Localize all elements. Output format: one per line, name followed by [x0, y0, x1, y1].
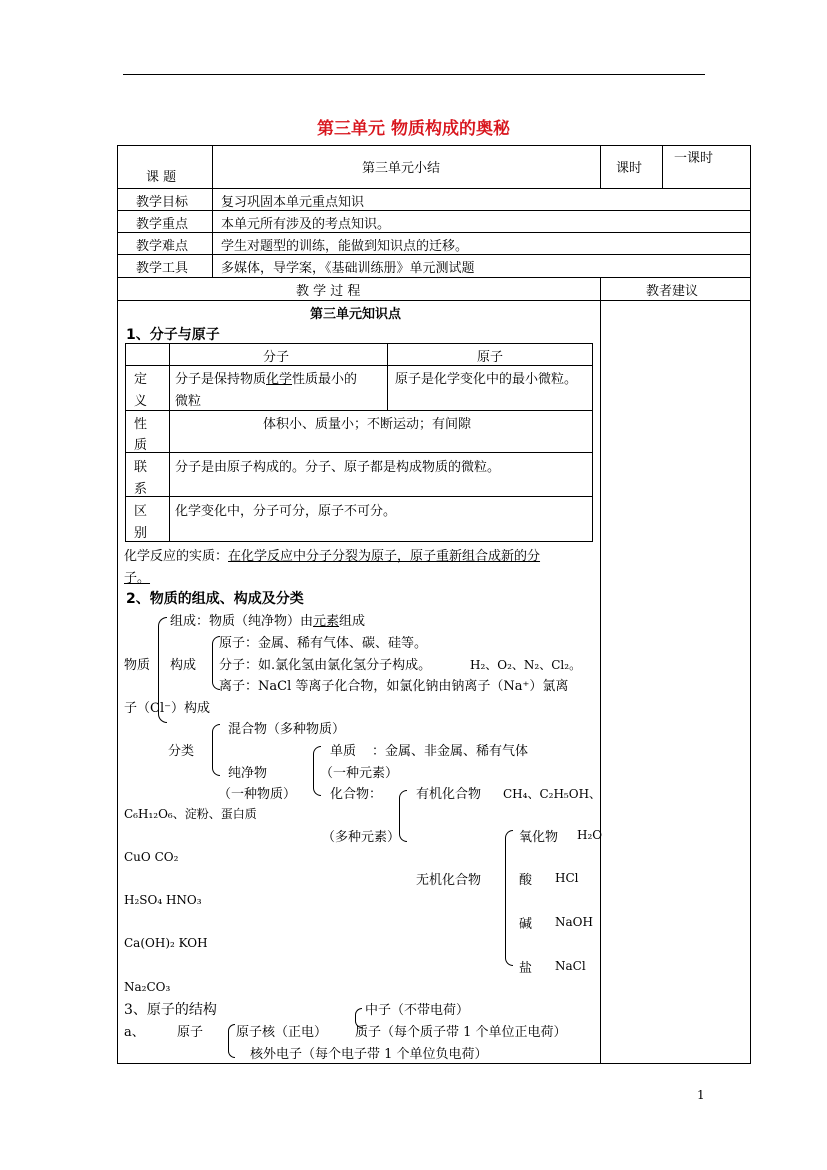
s3-title: 3、原子的结构: [124, 1002, 217, 1018]
info-label-goal: 教学目标: [136, 195, 189, 210]
inorganic: 无机化合物: [416, 873, 482, 888]
oxide-ex: H₂O: [577, 828, 603, 842]
pure-note: （一种物质）: [218, 787, 297, 802]
reaction-line1: [124, 545, 540, 564]
zucheng-element: 元素: [313, 614, 340, 629]
table-rule: [117, 300, 751, 301]
salt: 盐: [519, 961, 533, 976]
def-molecule-a: 分子是保持物质: [175, 372, 267, 387]
table-rule: [125, 410, 593, 411]
organic-examples: CH₄、C₂H₅OH、: [503, 787, 602, 801]
element-note: （一种元素）: [320, 766, 399, 781]
def-molecule-b: 性质最小的: [292, 372, 358, 387]
table-border-left: [117, 145, 118, 1064]
table-rule: [125, 365, 593, 366]
fenlei-label: 分类: [168, 744, 195, 759]
def-molecule-line2: 微粒: [175, 394, 202, 409]
prop-label-1: 性: [134, 417, 148, 432]
proton: 质子（每个质子带 1 个单位正电荷）: [355, 1025, 567, 1040]
table-rule: [117, 277, 751, 278]
def-label-2: 义: [134, 394, 148, 409]
period-value: 一课时: [674, 151, 714, 166]
def-label: [134, 368, 147, 387]
electron: 核外电子（每个电子带 1 个单位负电荷）: [250, 1047, 488, 1062]
element-sub: 单质: [330, 744, 357, 759]
reaction-prefix: 化学反应的实质：: [124, 549, 229, 564]
acid-ex2: H₂SO₄ HNO₃: [124, 893, 202, 907]
advice-label: 教者建议: [646, 284, 699, 299]
def-atom: 原子是化学变化中的最小微粒。: [395, 372, 578, 387]
s3-a: a、: [124, 1025, 145, 1040]
table-rule: [662, 145, 663, 188]
atom-line: 原子：金属、稀有气体、碳、硅等。: [219, 636, 428, 651]
salt-ex2: Na₂CO₃: [124, 980, 171, 994]
compound-note: （多种元素）: [322, 830, 401, 845]
element-sub-desc: ：金属、非金属、稀有气体: [372, 744, 529, 759]
neutron: 中子（不带电荷）: [365, 1003, 470, 1018]
table-rule: [125, 541, 593, 542]
s2-title: 2、物质的组成、构成及分类: [126, 591, 304, 607]
col-atom: 原子: [477, 350, 504, 365]
info-value-difficulty: 学生对题型的训练，能做到知识点的迁移。: [221, 239, 469, 254]
zucheng-line: [170, 610, 365, 629]
table-rule: [212, 145, 213, 277]
header-rule: [123, 74, 705, 75]
table-rule: [387, 343, 388, 411]
brace-fenlei: [212, 724, 220, 776]
table-rule: [125, 343, 593, 344]
prop-label-2: 质: [134, 438, 148, 453]
molecule-formula: H₂、O₂、N₂、Cl₂。: [470, 658, 582, 672]
table-rule: [592, 343, 593, 542]
brace-compound: [399, 790, 407, 842]
subject-label: 课 题: [146, 170, 177, 185]
prop-value: 体积小、质量小；不断运动；有间隙: [263, 417, 472, 432]
page-number: 1: [697, 1088, 705, 1102]
def-molecule-underline: 化学: [266, 372, 293, 387]
oxide-ex2: CuO CO₂: [124, 850, 179, 864]
table-border-bottom: [117, 1063, 751, 1064]
def-molecule: [175, 368, 357, 387]
reaction-text: 在化学反应中分子分裂为原子，原子重新组合成新的分: [228, 549, 541, 564]
table-border-right: [750, 145, 751, 1064]
brace-atom: [228, 1024, 235, 1058]
salt-ex: NaCl: [555, 959, 586, 973]
brace-inorganic: [505, 830, 513, 966]
info-label-difficulty: 教学难点: [136, 239, 189, 254]
mixture: 混合物（多种物质）: [228, 722, 346, 737]
table-rule: [169, 343, 170, 542]
diff-label-2: 别: [134, 526, 148, 541]
table-rule: [125, 343, 126, 542]
pure: 纯净物: [228, 766, 268, 781]
ion-line: 离子：NaCl 等离子化合物，如氯化钠由钠离子（Na⁺）氯离: [219, 679, 569, 694]
base: 碱: [519, 917, 533, 932]
info-value-goal: 复习巩固本单元重点知识: [221, 195, 365, 210]
oxide: 氧化物: [519, 830, 559, 845]
nucleus: 原子核（正电）: [236, 1025, 328, 1040]
document-title: 第三单元 物质构成的奥秘: [317, 119, 510, 139]
s3-atom: 原子: [177, 1025, 204, 1040]
goucheng-label: 构成: [170, 658, 197, 673]
info-value-tools: 多媒体，导学案，《基础训练册》单元测试题: [221, 261, 475, 276]
diff-value: 化学变化中，分子可分，原子不可分。: [175, 504, 397, 519]
period-label: 课时: [616, 161, 643, 176]
wuzhi-label: 物质: [124, 658, 151, 673]
ion-line2: 子（Cl⁻）构成: [124, 701, 210, 716]
zucheng-text: 组成：物质（纯净物）由: [170, 614, 314, 629]
subject-value: 第三单元小结: [362, 161, 441, 176]
rel-value: 分子是由原子构成的。分子、原子都是构成物质的微粒。: [175, 460, 501, 475]
info-value-focus: 本单元所有涉及的考点知识。: [221, 217, 391, 232]
table-rule: [600, 277, 601, 1064]
def-label-1: 定: [134, 372, 148, 387]
diff-label-1: 区: [134, 504, 148, 519]
table-rule: [600, 145, 601, 188]
section-title: 第三单元知识点: [310, 307, 402, 322]
compound: 化合物：: [330, 787, 383, 802]
base-ex2: Ca(OH)₂ KOH: [124, 936, 208, 950]
molecule-line: 分子：如.氯化氢由氯化氢分子构成。: [219, 658, 432, 673]
organic-examples2: C₆H₁₂O₆、淀粉、蛋白质: [124, 807, 257, 821]
acid-ex: HCl: [555, 871, 579, 885]
acid: 酸: [519, 873, 533, 888]
reaction-line2: 子。: [124, 571, 151, 586]
info-label-tools: 教学工具: [136, 261, 189, 276]
col-molecule: 分子: [263, 350, 290, 365]
info-label-focus: 教学重点: [136, 217, 189, 232]
rel-label-1: 联: [134, 460, 148, 475]
table-rule: [125, 496, 593, 497]
organic: 有机化合物: [416, 787, 482, 802]
table-rule: [125, 452, 593, 453]
process-label: 教 学 过 程: [296, 284, 361, 299]
s1-title: 1、分子与原子: [126, 327, 220, 343]
rel-label-2: 系: [134, 482, 148, 497]
base-ex: NaOH: [555, 915, 593, 929]
zucheng-end: 组成: [339, 614, 366, 629]
